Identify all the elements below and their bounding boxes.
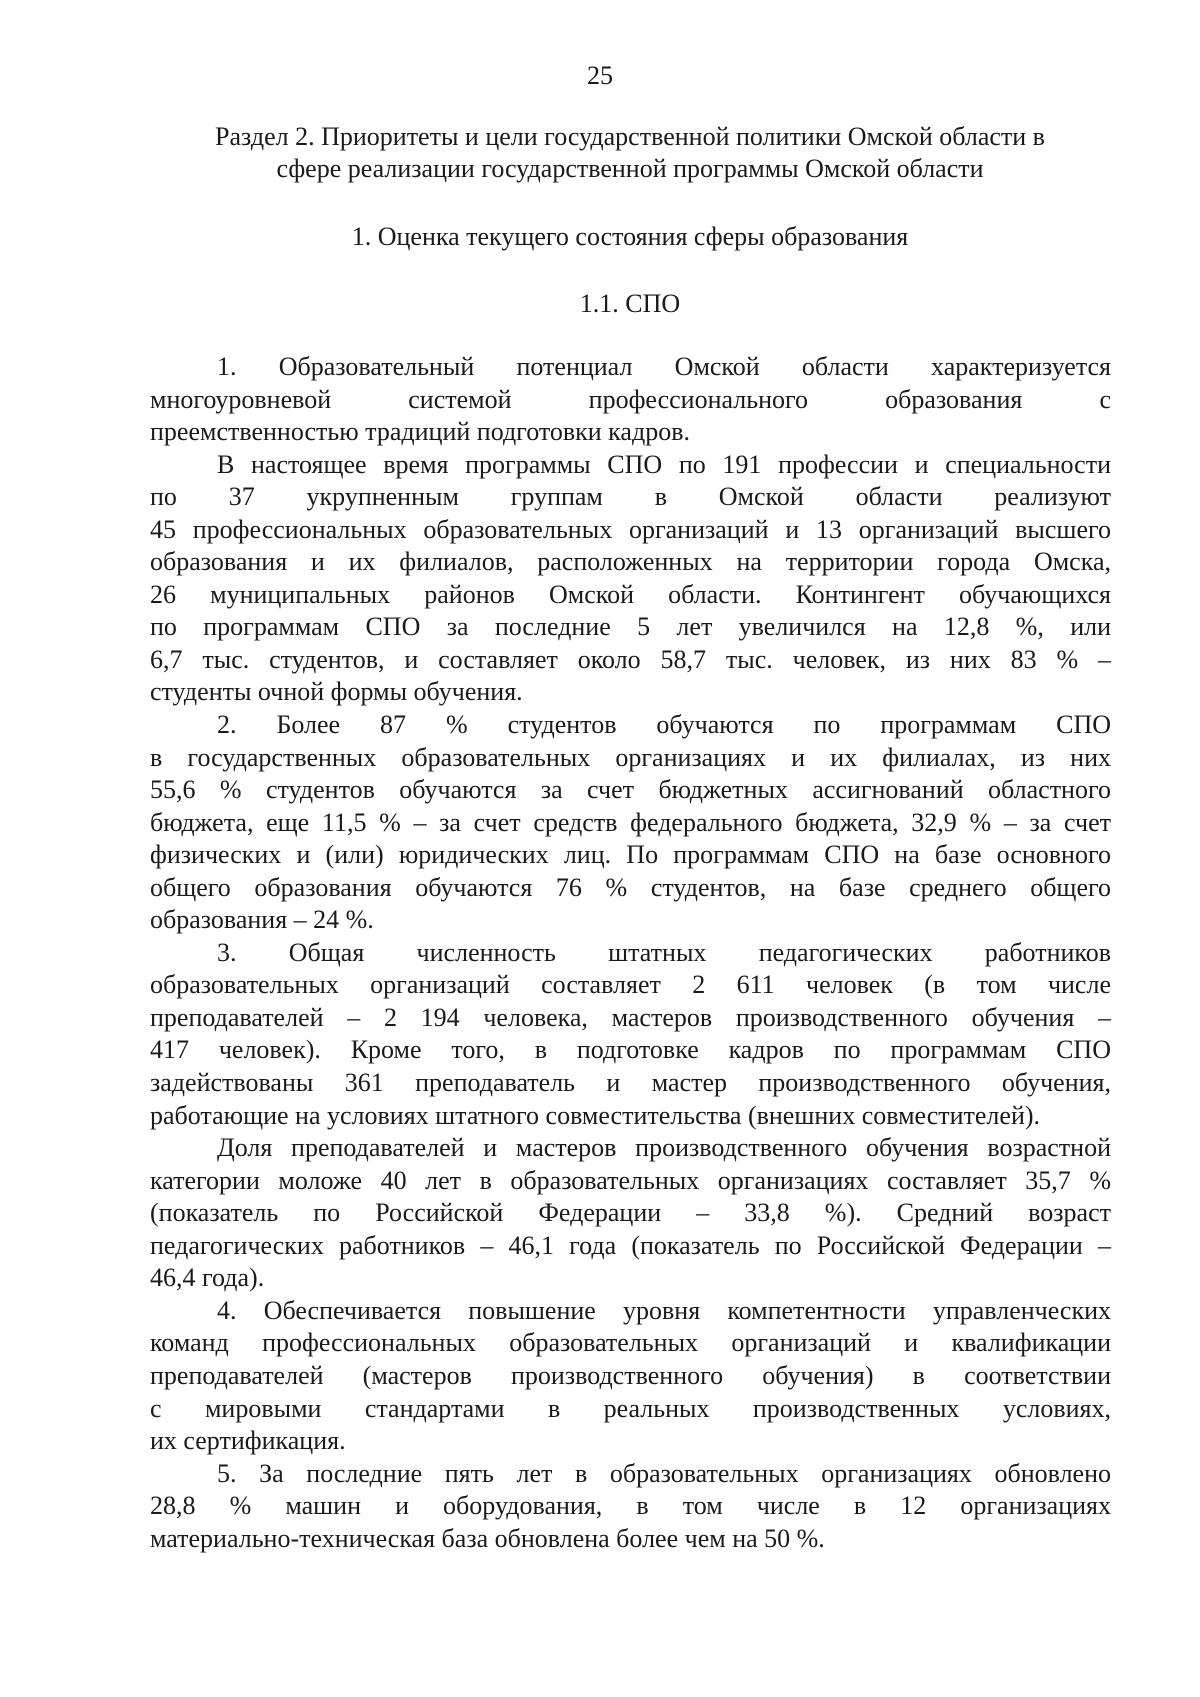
paragraph-4 (150, 937, 1111, 1132)
section-title (150, 121, 1110, 185)
text-line: 4. Обеспечивается повышение уровня компетентности управленческих (217, 1295, 1111, 1325)
text-line: 3. Общая численность штатных педагогических работников (217, 937, 1111, 967)
text-line: с мировыми стандартами в реальных производственных условиях, (150, 1393, 1111, 1423)
text-line: материально-техническая база обновлена более чем на 50 %. (150, 1523, 825, 1553)
text-line: преемственностью традиций подготовки кадров. (150, 417, 690, 447)
text-line: задействованы 361 преподаватель и мастер производственного обучения, (150, 1068, 1111, 1098)
text-line: общего образования обучаются 76 % студентов, на базе среднего общего (150, 872, 1111, 902)
paragraph-5 (150, 1132, 1111, 1295)
text-line: физических и (или) юридических лиц. По программам СПО на базе основного (150, 840, 1111, 870)
section-title-line: сфере реализации государственной программы Омской области (276, 154, 984, 183)
text-line: образования и их филиалов, расположенных на территории города Омска, (150, 547, 1111, 577)
text-line: образования – 24 %. (150, 905, 374, 935)
text-line: преподавателей – 2 194 человека, мастеров производственного обучения – (150, 1002, 1111, 1032)
text-line: Доля преподавателей и мастеров производственного обучения возрастной (217, 1133, 1111, 1163)
paragraph-1 (150, 351, 1111, 449)
text-line: 6,7 тыс. студентов, и составляет около 58,7 тыс. человек, из них 83 % – (150, 644, 1111, 674)
paragraph-7 (150, 1458, 1111, 1556)
text-line: 2. Более 87 % студентов обучаются по программам СПО (217, 710, 1111, 740)
text-line: в государственных образовательных организациях и их филиалах, из них (150, 742, 1111, 772)
text-line: категории моложе 40 лет в образовательных организациях составляет 35,7 % (150, 1165, 1111, 1195)
text-line: 1. Образовательный потенциал Омской области характеризуется (217, 352, 1111, 381)
text-line: образовательных организаций составляет 2 611 человек (в том числе (150, 970, 1111, 1000)
text-line: по программам СПО за последние 5 лет увеличился на 12,8 %, или (150, 612, 1111, 642)
page-number: 25 (587, 61, 613, 90)
text-line: 45 профессиональных образовательных организаций и 13 организаций высшего (150, 514, 1111, 544)
text-line: бюджета, еще 11,5 % – за счет средств федерального бюджета, 32,9 % – за счет (150, 807, 1111, 837)
text-line: работающие на условиях штатного совместительства (внешних совместителей). (150, 1100, 1041, 1130)
subsubsection-title: 1.1. СПО (579, 289, 681, 318)
text-line: команд профессиональных образовательных организаций и квалификации (150, 1328, 1111, 1358)
text-line: педагогических работников – 46,1 года (показатель по Российской Федерации – (150, 1230, 1111, 1260)
text-line: их сертификация. (150, 1426, 346, 1456)
text-line: 417 человек). Кроме того, в подготовке кадров по программам СПО (150, 1035, 1111, 1065)
paragraph-3 (150, 709, 1111, 937)
text-line: 26 муниципальных районов Омской области. Контингент обучающихся (150, 579, 1111, 609)
subsection-title: 1. Оценка текущего состояния сферы образования (351, 222, 909, 251)
text-line: В настоящее время программы СПО по 191 профессии и специальности (217, 449, 1111, 479)
text-line: преподавателей (мастеров производственного обучения) в соответствии (150, 1360, 1111, 1390)
text-line: 55,6 % студентов обучаются за счет бюджетных ассигнований областного (150, 775, 1111, 805)
text-line: многоуровневой системой профессионального образования с (150, 384, 1111, 414)
section-title-line: Раздел 2. Приоритеты и цели государственной политики Омской области в (215, 122, 1045, 151)
text-line: 5. За последние пять лет в образовательных организациях обновлено (217, 1458, 1111, 1488)
text-line: 28,8 % машин и оборудования, в том числе в 12 организациях (150, 1491, 1111, 1521)
body-text (150, 351, 1111, 1555)
text-line: по 37 укрупненным группам в Омской области реализуют (150, 482, 1111, 512)
text-line: (показатель по Российской Федерации – 33,8 %). Средний возраст (150, 1198, 1111, 1228)
text-line: студенты очной формы обучения. (150, 677, 523, 707)
paragraph-6 (150, 1295, 1111, 1458)
paragraph-2 (150, 449, 1111, 709)
text-line: 46,4 года). (150, 1263, 265, 1293)
